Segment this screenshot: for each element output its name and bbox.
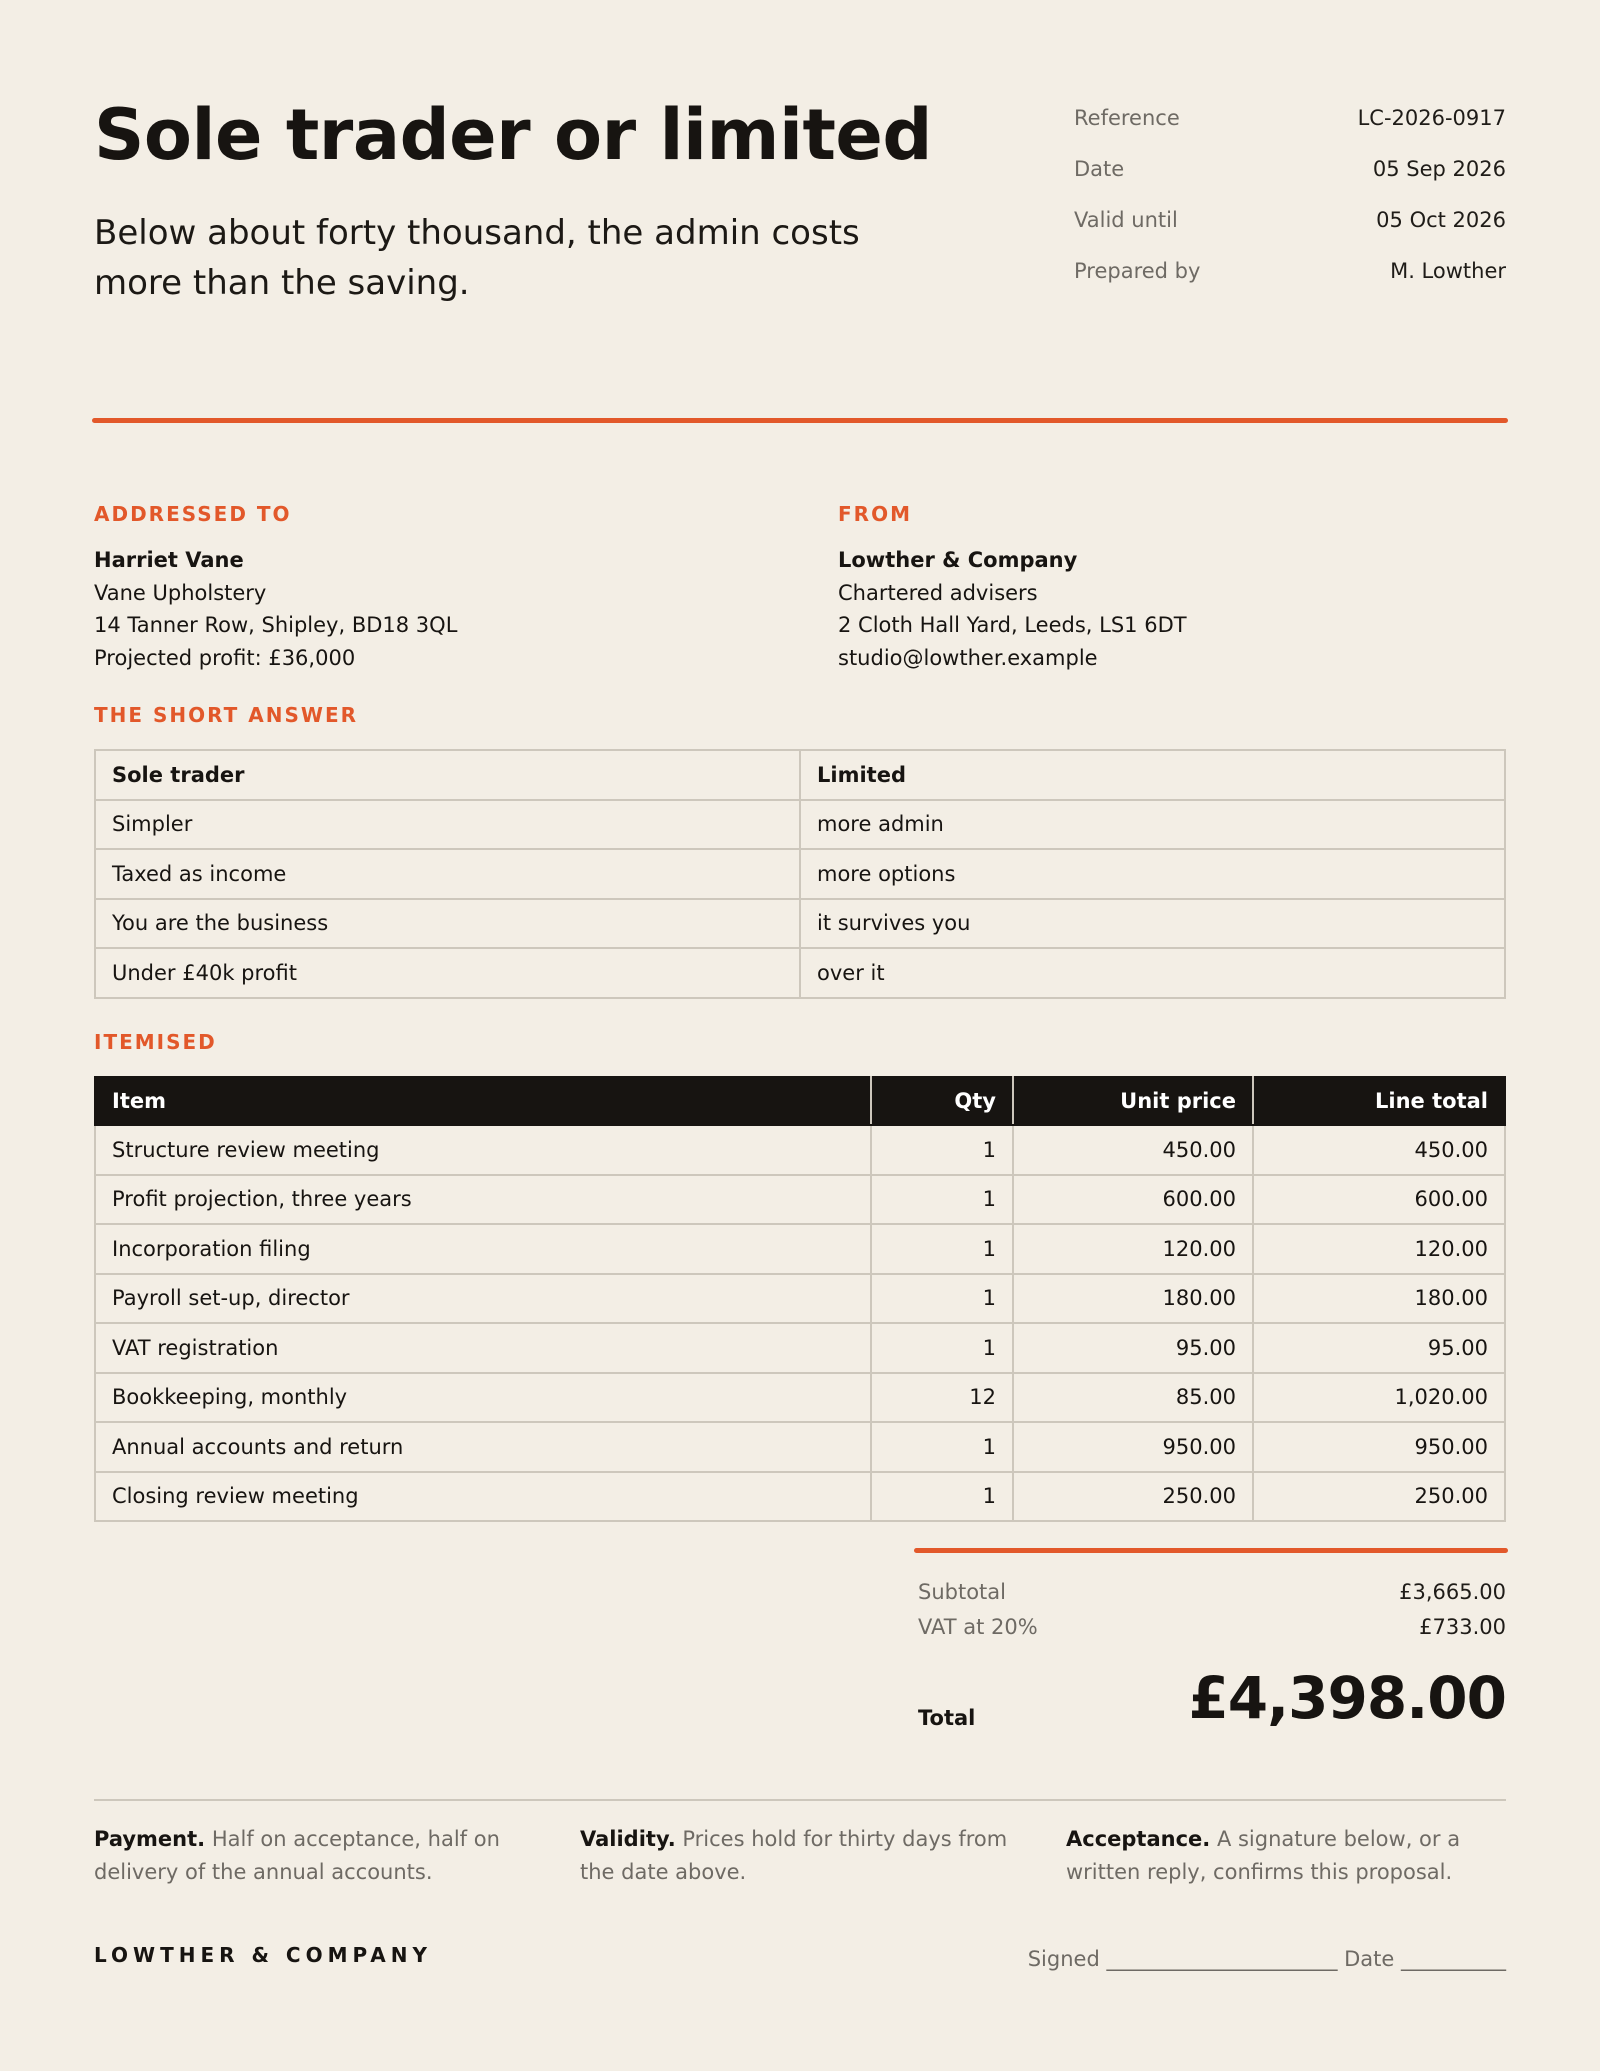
- item-name: VAT registration: [95, 1323, 871, 1373]
- table-row: [95, 800, 1505, 850]
- short-answer-heading: THE SHORT ANSWER: [94, 703, 359, 727]
- item-line-total: 95.00: [1253, 1323, 1505, 1373]
- footer-brand: LOWTHER & COMPANY: [94, 1943, 433, 1967]
- table-cell: Simpler: [95, 800, 800, 850]
- client-name: Harriet Vane: [94, 548, 244, 572]
- item-unit-price: 950.00: [1013, 1422, 1253, 1472]
- item-name: Closing review meeting: [95, 1472, 871, 1522]
- item-unit-price: 85.00: [1013, 1373, 1253, 1423]
- meta-row-reference: [1074, 92, 1506, 143]
- item-qty: 1: [871, 1422, 1013, 1472]
- vat-row: [918, 1609, 1506, 1644]
- addressed-to-block: [94, 544, 744, 674]
- table-cell: Taxed as income: [95, 849, 800, 899]
- itemised-table: [94, 1076, 1506, 1522]
- item-line-total: 180.00: [1253, 1274, 1505, 1324]
- page-title: Sole trader or limited: [94, 94, 932, 176]
- footer-divider: [94, 1799, 1506, 1801]
- item-name: Profit projection, three years: [95, 1175, 871, 1225]
- table-cell: over it: [800, 948, 1505, 998]
- item-line-total: 950.00: [1253, 1422, 1505, 1472]
- addressed-to-heading: ADDRESSED TO: [94, 502, 292, 526]
- item-line-total: 450.00: [1253, 1125, 1505, 1175]
- meta-value: LC-2026-0917: [1357, 105, 1506, 130]
- table-row: [95, 1323, 1505, 1373]
- item-qty: 1: [871, 1274, 1013, 1324]
- meta-row-valid-until: [1074, 194, 1506, 245]
- from-block: [838, 544, 1488, 674]
- item-qty: 1: [871, 1125, 1013, 1175]
- meta-panel: [1074, 92, 1506, 296]
- table-row: [95, 899, 1505, 949]
- column-header-qty: Qty: [871, 1077, 1013, 1125]
- table-row: [95, 1125, 1505, 1175]
- table-cell: more admin: [800, 800, 1505, 850]
- total-label: Total: [918, 1706, 976, 1730]
- table-header-row: [95, 750, 1505, 800]
- meta-row-prepared-by: [1074, 245, 1506, 296]
- item-unit-price: 600.00: [1013, 1175, 1253, 1225]
- vat-value: £733.00: [1419, 1614, 1506, 1639]
- terms-title: Payment.: [94, 1827, 206, 1851]
- item-unit-price: 450.00: [1013, 1125, 1253, 1175]
- column-header-unit-price: Unit price: [1013, 1077, 1253, 1125]
- client-line: Vane Upholstery: [94, 580, 267, 605]
- column-header: Limited: [800, 750, 1505, 800]
- short-answer-table: [94, 749, 1506, 999]
- table-cell: Under £40k profit: [95, 948, 800, 998]
- firm-line: 2 Cloth Hall Yard, Leeds, LS1 6DT: [838, 613, 1187, 637]
- table-row: [95, 1373, 1505, 1423]
- column-header-line-total: Line total: [1253, 1077, 1505, 1125]
- meta-value: 05 Oct 2026: [1376, 207, 1506, 232]
- table-cell: You are the business: [95, 899, 800, 949]
- table-row: [95, 1472, 1505, 1522]
- item-line-total: 1,020.00: [1253, 1373, 1505, 1423]
- item-unit-price: 95.00: [1013, 1323, 1253, 1373]
- table-row: [95, 948, 1505, 998]
- itemised-heading: ITEMISED: [94, 1030, 217, 1054]
- item-line-total: 600.00: [1253, 1175, 1505, 1225]
- acceptance-terms: [1066, 1823, 1506, 1889]
- item-qty: 1: [871, 1175, 1013, 1225]
- client-line: 14 Tanner Row, Shipley, BD18 3QL: [94, 613, 458, 637]
- meta-label: Valid until: [1074, 207, 1178, 232]
- item-qty: 12: [871, 1373, 1013, 1423]
- item-line-total: 120.00: [1253, 1224, 1505, 1274]
- payment-terms: [94, 1823, 534, 1889]
- item-name: Structure review meeting: [95, 1125, 871, 1175]
- firm-name: Lowther & Company: [838, 548, 1078, 572]
- totals-accent-divider: [914, 1548, 1508, 1553]
- column-header: Sole trader: [95, 750, 800, 800]
- table-cell: it survives you: [800, 899, 1505, 949]
- meta-label: Reference: [1074, 105, 1180, 130]
- item-name: Annual accounts and return: [95, 1422, 871, 1472]
- item-name: Bookkeeping, monthly: [95, 1373, 871, 1423]
- totals-block: [918, 1574, 1506, 1644]
- item-unit-price: 180.00: [1013, 1274, 1253, 1324]
- item-line-total: 250.00: [1253, 1472, 1505, 1522]
- item-qty: 1: [871, 1323, 1013, 1373]
- column-header-item: Item: [95, 1077, 871, 1125]
- meta-label: Prepared by: [1074, 258, 1201, 283]
- terms-text: A signature below, or a written reply, confirms this proposal.: [1066, 1827, 1461, 1884]
- firm-line: Chartered advisers: [838, 580, 1038, 605]
- terms-title: Validity.: [580, 1827, 676, 1851]
- signature-line: Signed ______________________ Date __________: [1027, 1947, 1506, 1971]
- table-row: [95, 1224, 1505, 1274]
- meta-label: Date: [1074, 156, 1125, 181]
- item-unit-price: 250.00: [1013, 1472, 1253, 1522]
- vat-label: VAT at 20%: [918, 1614, 1038, 1639]
- total-value: £4,398.00: [1188, 1664, 1506, 1732]
- from-heading: FROM: [838, 502, 912, 526]
- item-name: Payroll set-up, director: [95, 1274, 871, 1324]
- table-row: [95, 1175, 1505, 1225]
- table-row: [95, 1422, 1505, 1472]
- table-row: [95, 1274, 1505, 1324]
- meta-value: M. Lowther: [1390, 258, 1506, 283]
- subtotal-row: [918, 1574, 1506, 1609]
- accent-divider: [92, 418, 1508, 423]
- validity-terms: [580, 1823, 1020, 1889]
- item-name: Incorporation filing: [95, 1224, 871, 1274]
- terms-text: Prices hold for thirty days from the date above.: [580, 1827, 1008, 1884]
- client-line: Projected profit: £36,000: [94, 645, 356, 670]
- meta-value: 05 Sep 2026: [1372, 156, 1506, 181]
- table-row: [95, 849, 1505, 899]
- firm-email: studio@lowther.example: [838, 645, 1098, 670]
- item-qty: 1: [871, 1224, 1013, 1274]
- table-header-row: [95, 1077, 1505, 1125]
- item-unit-price: 120.00: [1013, 1224, 1253, 1274]
- page-subtitle: Below about forty thousand, the admin costs more than the saving.: [94, 213, 860, 303]
- meta-row-date: [1074, 143, 1506, 194]
- terms-text: Half on acceptance, half on delivery of the annual accounts.: [94, 1827, 500, 1884]
- terms-title: Acceptance.: [1066, 1827, 1211, 1851]
- table-cell: more options: [800, 849, 1505, 899]
- item-qty: 1: [871, 1472, 1013, 1522]
- subtotal-value: £3,665.00: [1399, 1579, 1506, 1604]
- subtotal-label: Subtotal: [918, 1579, 1006, 1604]
